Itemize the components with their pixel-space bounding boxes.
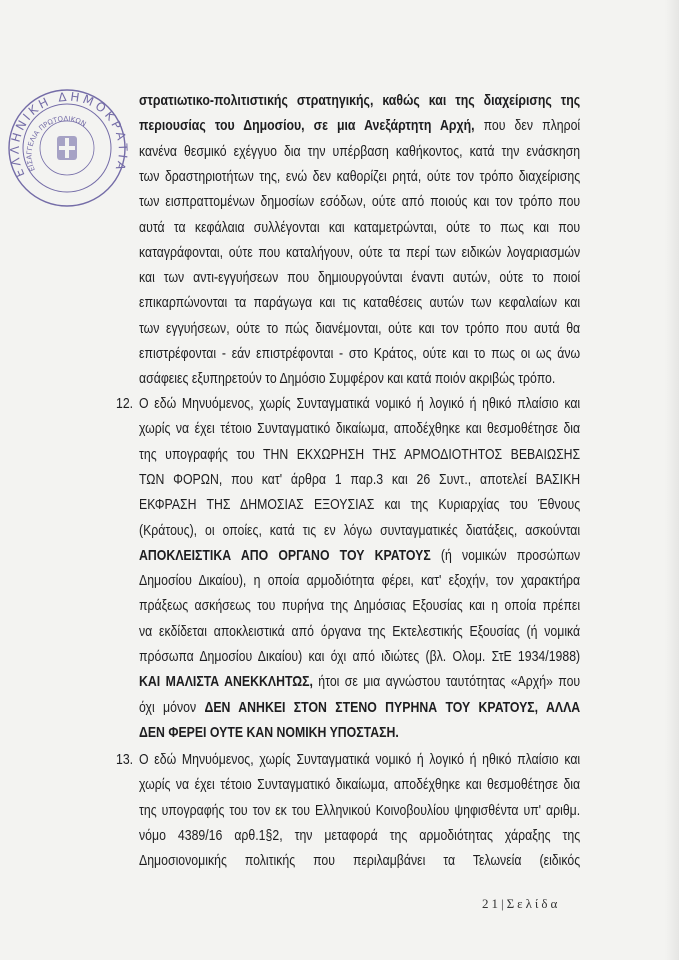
text-segment: νόμο 4389/16 αρθ.1§2, την μεταφορά της αρμοδιότητας χάραξης της xyxy=(139,826,581,844)
text-line xyxy=(139,827,580,845)
bold-text: ΔΕΝ ΦΕΡΕΙ ΟΥΤΕ ΚΑΝ ΝΟΜΙΚΗ ΥΠΟΣΤΑΣΗ. xyxy=(139,723,399,741)
text-line xyxy=(139,345,580,363)
text-line xyxy=(139,320,580,338)
text-line xyxy=(139,802,580,820)
text-segment: επιστρέφονται - εάν επιστρέφονται - στο Κράτος, ούτε και το πως οι ως άνω xyxy=(139,345,581,362)
paragraph-number: 13. xyxy=(116,751,134,768)
bold-text: ΚΑΙ ΜΑΛΙΣΤΑ ΑΝΕΚΚΛΗΤΩΣ, xyxy=(139,673,313,691)
text-segment: αυτά τα κεφάλαια συλλέγονται και καταμετρώνται, ούτε το πως και που xyxy=(139,218,581,236)
text-segment: ΕΚΦΡΑΣΗ ΤΗΣ ΔΗΜΟΣΙΑΣ ΕΞΟΥΣΙΑΣ και της Κυριαρχίας του Έθνους xyxy=(139,496,581,514)
text-segment: χωρίς να έχει τέτοιο Συνταγματικό δικαίωμα, αποδέχθηκε και θεσμοθέτησε δια xyxy=(139,776,581,794)
text-segment: όχι μόνον xyxy=(139,698,205,716)
text-line xyxy=(139,597,580,615)
text-line xyxy=(139,117,580,135)
text-segment: της υπογραφής του τον εκ του Ελληνικού Κοινοβουλίου ψηφισθέντα υπ' αριθμ. xyxy=(139,801,581,819)
coat-of-arms-icon xyxy=(57,136,77,160)
text-segment: των εισπραττομένων δημοσίων εσόδων, ούτε από ποιούς και τον τρόπο που xyxy=(139,193,581,211)
text-line xyxy=(139,648,580,666)
stamp-inner-text: ΕΙΣΑΓΓΕΛΙΑ ΠΡΩΤΟΔΙΚΩΝ xyxy=(25,114,88,173)
text-segment: και των αντι-εγγυήσεων που δημιουργούνται έναντι αυτών, ούτε το ποιοί xyxy=(139,269,581,287)
text-segment: (ή νομικών προσώπων xyxy=(430,546,581,564)
text-segment: χωρίς να έχει τέτοιο Συνταγματικό δικαίωμα, αποδέχθηκε και θεσμοθέτησε δια xyxy=(139,420,581,438)
text-segment: καταγράφονται, ούτε που καταλήγουν, ούτε τα περί των ειδικών λογαριασμών xyxy=(139,243,581,261)
text-line xyxy=(139,751,580,769)
stamp-outer-text: ΕΛΛΗΝΙΚΗ ΔΗΜΟΚΡΑΤΙΑ xyxy=(7,89,130,180)
text-segment: που δεν πληροί xyxy=(474,117,581,135)
text-line xyxy=(139,370,580,388)
text-segment: Δημοσιονομικής πολιτικής που περιλαμβάνει τα Τελωνεία (ειδικός xyxy=(139,852,581,870)
text-segment: ασάφειες εξυπηρετούν το Δημόσιο Συμφέρον και κατά ποιόν ακριβώς τρόπο. xyxy=(139,370,556,388)
text-line xyxy=(139,852,580,870)
text-segment: (Κράτους), οι οποίες, κατά τις εν λόγω συνταγματικές διατάξεις, ασκούνται xyxy=(139,521,581,539)
text-segment: της υπογραφής του ΤΗΝ ΕΚΧΩΡΗΣΗ ΤΗΣ ΑΡΜΟΔΙΟΤΗΤΟΣ ΒΕΒΑΙΩΣΗΣ xyxy=(139,445,581,463)
text-line xyxy=(139,143,580,161)
text-line xyxy=(139,269,580,287)
text-line xyxy=(139,193,580,211)
text-segment: ΤΩΝ ΦΟΡΩΝ, που κατ' άρθρα 1 παρ.3 και 26 Συντ., αποτελεί ΒΑΣΙΚΗ xyxy=(139,470,581,488)
bold-text: στρατιωτικο-πολιτιστικής στρατηγικής, καθώς και της διαχείρισης της xyxy=(139,92,581,109)
text-segment: Ο εδώ Μηνυόμενος, χωρίς Συνταγματικά νομικό ή λογικό ή ηθικό πλαίσιο και xyxy=(139,395,581,412)
text-line xyxy=(139,395,580,413)
text-line xyxy=(139,699,580,717)
svg-text:ΕΙΣΑΓΓΕΛΙΑ ΠΡΩΤΟΔΙΚΩΝ xyxy=(25,115,87,172)
text-segment: επικαρπώνονται τα παράγωγα και τις καταθέσεις αυτών των κεφαλαίων και xyxy=(139,294,581,312)
bold-text: ΑΠΟΚΛΕΙΣΤΙΚΑ ΑΠΟ ΟΡΓΑΝΟ ΤΟΥ ΚΡΑΤΟΥΣ xyxy=(139,546,431,564)
text-line xyxy=(139,547,580,565)
text-segment: Ο εδώ Μηνυόμενος, χωρίς Συνταγματικά νομικό ή λογικό ή ηθικό πλαίσιο και xyxy=(139,751,581,768)
official-stamp xyxy=(5,80,130,215)
bold-text: περιουσίας του Δημοσίου, σε μια Ανεξάρτητη Αρχή, xyxy=(139,117,475,135)
text-line xyxy=(139,294,580,312)
text-line xyxy=(139,244,580,262)
text-segment: ήτοι σε μια αγνώστου ταυτότητας «Αρχή» που xyxy=(312,673,581,691)
scan-edge-shadow xyxy=(665,0,679,960)
text-segment: Δημοσίου Δικαίου), η οποία αρμοδιότητα φέρει, κατ' εξοχήν, τον χαρακτήρα xyxy=(139,572,581,590)
text-line xyxy=(139,420,580,438)
text-line xyxy=(139,572,580,590)
text-segment: κανένα θεσμικό εχέγγυο δια την υπέρβαση καθήκοντος, κατά την ενάσκηση xyxy=(139,142,581,160)
text-line xyxy=(139,623,580,641)
text-line xyxy=(139,168,580,186)
text-line xyxy=(139,496,580,514)
text-line xyxy=(139,522,580,540)
text-line xyxy=(139,673,580,691)
text-segment: να εκδίδεται αποκλειστικά από όργανα της Εκτελεστικής Εξουσίας (ή νομικά xyxy=(139,622,581,640)
page-number: 21|Σελίδα xyxy=(482,896,561,911)
text-line xyxy=(139,92,580,110)
svg-text:ΕΛΛΗΝΙΚΗ ΔΗΜΟΚΡΑΤΙΑ xyxy=(8,90,130,180)
text-segment: πρόσωπα Δημοσίου Δικαίου) και όχι από ιδιώτες (βλ. Ολομ. ΣτΕ 1934/1988) xyxy=(139,648,581,665)
text-segment: των δραστηριοτήτων της, ενώ δεν καθορίζει ρητά, ούτε τον τρόπο διαχείρισης xyxy=(139,167,581,185)
text-line xyxy=(139,776,580,794)
text-segment: των εγγυήσεων, ούτε το πώς διανέμονται, ούτε και τον τρόπο που αυτά θα xyxy=(139,319,581,337)
paragraph-number: 12. xyxy=(116,395,134,412)
text-line xyxy=(139,724,580,742)
text-line xyxy=(139,219,580,237)
bold-text: ΔΕΝ ΑΝΗΚΕΙ ΣΤΟΝ ΣΤΕΝΟ ΠΥΡΗΝΑ ΤΟΥ ΚΡΑΤΟΥΣ, ΑΛΛΑ xyxy=(204,698,581,716)
text-line xyxy=(139,446,580,464)
text-line xyxy=(139,471,580,489)
text-segment: πράξεως ασκήσεως του πυρήνα της Δημόσιας Εξουσίας και η οποία πρέπει xyxy=(139,597,581,615)
